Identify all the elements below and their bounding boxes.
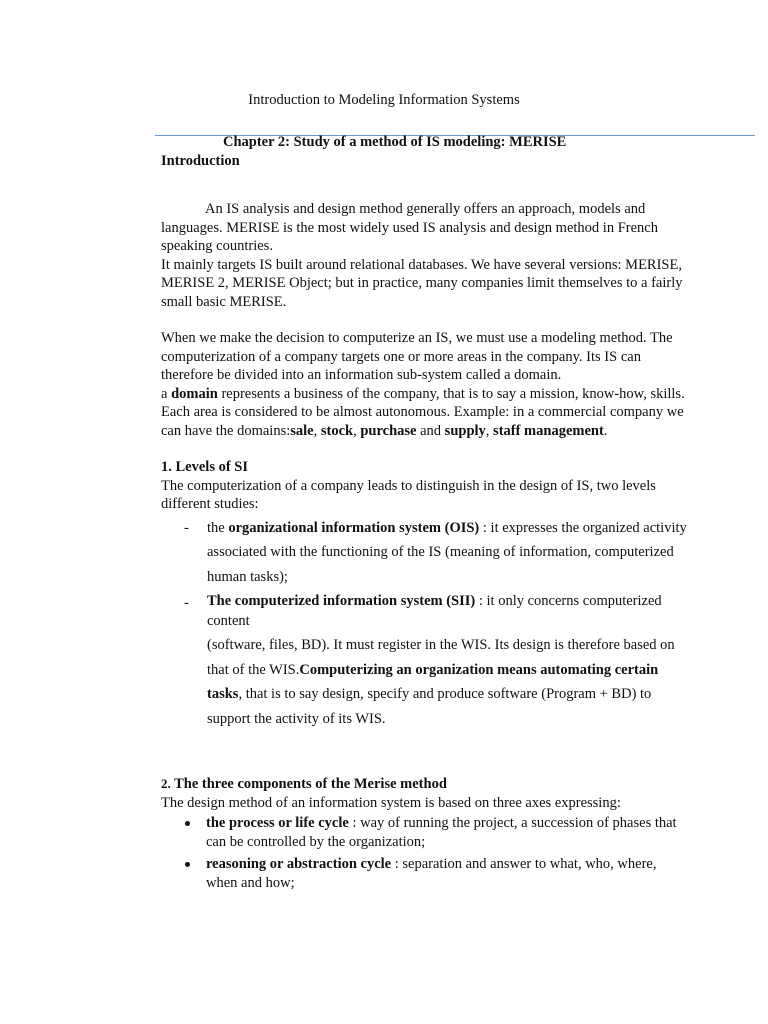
term-life-cycle: the process or life cycle <box>206 815 349 831</box>
components-heading-text: The three components of the Merise method <box>170 776 447 792</box>
term-purchase: purchase <box>360 422 417 439</box>
bullet-dot-icon <box>185 821 190 826</box>
components-list <box>161 814 691 892</box>
list-item <box>161 591 691 731</box>
sii-line <box>207 591 691 631</box>
term-automating: Computerizing an organization means automating certain tasks <box>207 661 659 702</box>
text-run: (software, files, BD). It must register in the WIS. Its design is therefore based on that of the WIS. <box>207 637 675 678</box>
term-supply: supply <box>444 422 486 439</box>
text-run: and <box>416 422 445 439</box>
term-abstraction-cycle: reasoning or abstraction cycle <box>206 856 392 872</box>
intro-paragraph-4 <box>161 385 691 441</box>
text-run: : it only concerns computerized content <box>207 593 662 629</box>
term-staff-management: staff management <box>493 422 604 439</box>
text-run: : way of running the project, a succession of phases that can be controlled by the organization; <box>206 815 677 850</box>
text-run: the <box>207 519 229 536</box>
term-sii: The computerized information system (SII) <box>207 593 476 609</box>
running-header: Introduction to Modeling Information Systems <box>248 92 520 108</box>
intro-paragraph-3: When we make the decision to computerize an IS, we must use a modeling method. The computerization of a company targets one or more areas in the company. Its IS can therefore be divided into an information sub-system called a domain. <box>161 330 673 383</box>
intro-paragraph-2: It mainly targets IS built around relational databases. We have several versions: MERISE, MERISE 2, MERISE Object; but in practice, many companies limit themselves to a fairly small basic MERISE. <box>161 256 683 310</box>
sii-continuation <box>207 633 691 731</box>
intro-paragraph-1: An IS analysis and design method generally offers an approach, models and languages. MERISE is the most widely used IS analysis and design method in French speaking countries. <box>161 201 658 254</box>
levels-heading: 1. Levels of SI <box>161 459 248 475</box>
dash-bullet: - <box>184 595 189 611</box>
text-run: . <box>603 422 608 439</box>
bullet-dot-icon <box>185 862 190 867</box>
introduction-heading: Introduction <box>161 152 240 169</box>
text-run: , <box>485 422 494 439</box>
text-run: a <box>161 385 172 402</box>
text-run: : it expresses the organized activity associated with the functioning of the IS (meaning of information, computerized human tasks); <box>207 519 687 585</box>
list-item <box>161 516 691 590</box>
list-item <box>161 814 691 851</box>
text-run: : separation and answer to what, who, where, when and how; <box>206 856 657 891</box>
term-domain: domain <box>171 385 218 402</box>
components-heading <box>161 775 691 794</box>
text-run: , that is to say design, specify and produce software (Program + BD) to support the activity of its WIS. <box>207 686 652 727</box>
section-number: 2. <box>161 776 171 791</box>
document-body <box>161 133 691 896</box>
term-ois: organizational information system (OIS) <box>228 519 480 536</box>
term-sale: sale <box>290 422 314 439</box>
text-run: , <box>353 422 361 439</box>
list-item <box>161 855 691 892</box>
dash-bullet: - <box>184 519 189 536</box>
text-run: represents a business of the company, that is to say a mission, know-how, skills. Each area is considered to be almost autonomous. Example: in a commercial company we can have the domains: <box>161 385 685 439</box>
text-run: , <box>313 422 321 439</box>
levels-intro-text: The computerization of a company leads to distinguish in the design of IS, two levels different studies: <box>161 477 656 512</box>
levels-list <box>161 516 691 732</box>
components-intro-text: The design method of an information system is based on three axes expressing: <box>161 794 621 811</box>
term-stock: stock <box>320 422 354 439</box>
chapter-title: Chapter 2: Study of a method of IS modeling: MERISE <box>223 134 567 150</box>
